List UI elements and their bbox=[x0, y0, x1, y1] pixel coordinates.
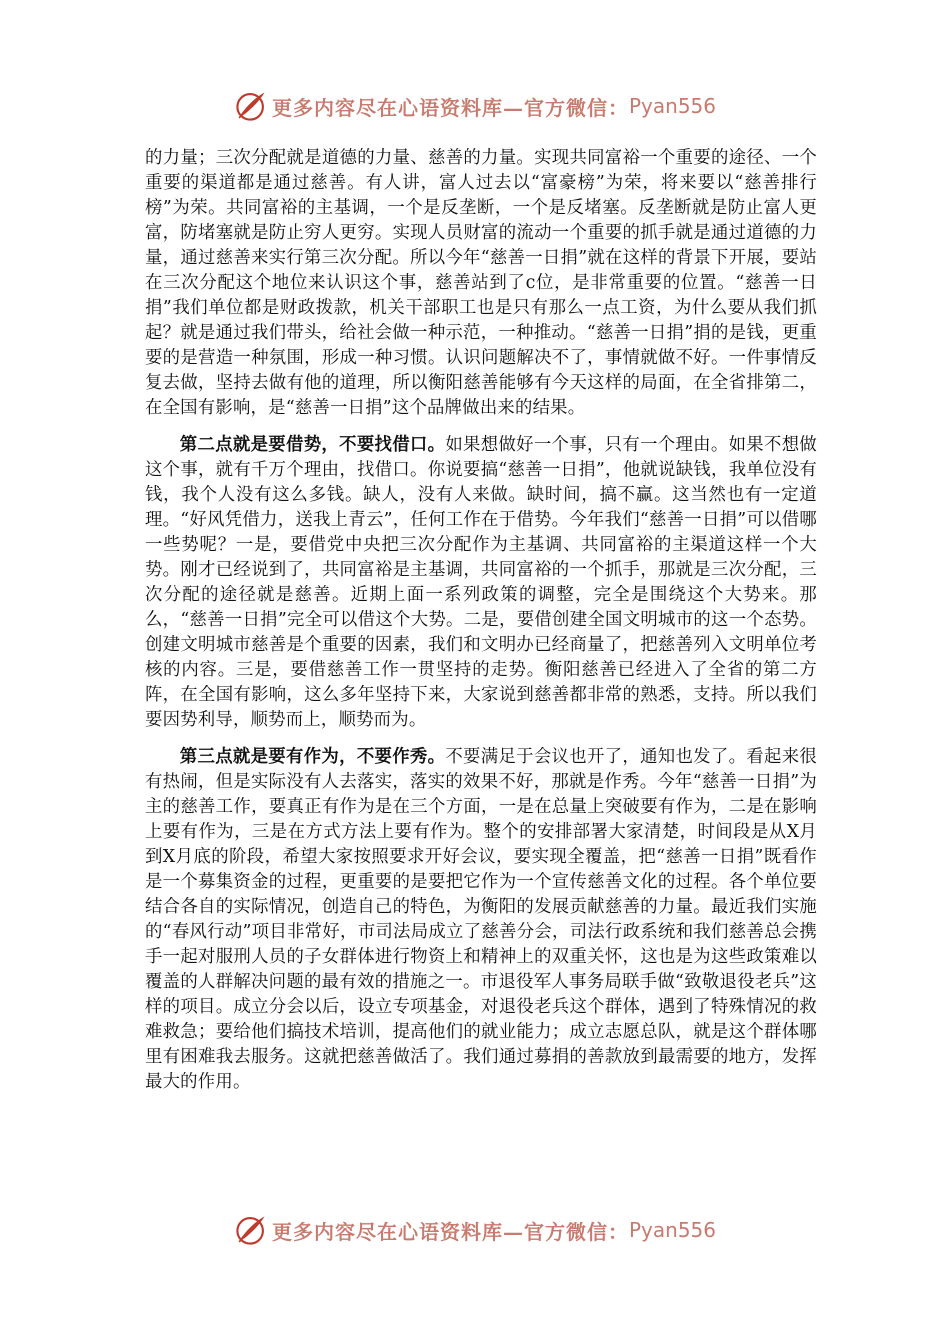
header-banner-text: 更多内容尽在心语资料库—官方微信： bbox=[271, 95, 629, 120]
paragraph-1: 的力量；三次分配就是道德的力量、慈善的力量。实现共同富裕一个重要的途径、一个重要的渠道都是通过慈善。有人讲，富人过去以“富豪榜”为荣，将来要以“慈善排行榜”为荣。共同富裕的主基调，一个是反垄断，一个是反堵塞。反垄断就是防止富人更富，防堵塞就是防止穷人更穷。实现人员财富的流动一个重要的抓手就是通过道德的力量，通过慈善来实行第三次分配。所以今年“慈善一日捐”就在这样的背景下开展，要站在三次分配这个地位来认识这个事，慈善站到了c位，是非常重要的位置。“慈善一日捐”我们单位都是财政拨款，机关干部职工也是只有那么一点工资，为什么要从我们抓起？就是通过我们带头，给社会做一种示范，一种推动。“慈善一日捐”捐的是钱，更重要的是营造一种氛围，形成一种习惯。认识问题解决不了，事情就做不好。一件事情反复去做，坚持去做有他的道理，所以衡阳慈善能够有今天这样的局面，在全省排第二，在全国有影响，是“慈善一日捐”这个品牌做出来的结果。 bbox=[145, 148, 817, 418]
paragraph-3-text: 不要满足于会议也开了，通知也发了。看起来很有热闹，但是实际没有人去落实，落实的效果不好，那就是作秀。今年“慈善一日捐”为主的慈善工作，要真正有作为是在三个方面，一是在总量上突破要有作为，二是在影响上要有作为，三是在方式方法上要有作为。整个的安排部署大家清楚，时间段是从X月到X月底的阶段，希望大家按照要求开好会议，要实现全覆盖，把“慈善一日捐”既看作是一个募集资金的过程，更重要的是要把它作为一个宣传慈善文化的过程。各个单位要结合各自的实际情况，创造自己的特色，为衡阳的发展贡献慈善的力量。最近我们实施的“春风行动”项目非常好，市司法局成立了慈善分会，司法行政系统和我们慈善总会携手一起对服刑人员的子女群体进行物资上和精神上的双重关怀，这也是为这些政策难以覆盖的人群解决问题的最有效的措施之一。市退役军人事务局联手做“致敬退役老兵”这样的项目。成立分会以后，设立专项基金，对退役老兵这个群体，遇到了特殊情况的救难救急；要给他们搞技术培训，提高他们的就业能力；成立志愿总队，就是这个群体哪里有困难我去服务。这就把慈善做活了。我们通过募捐的善款放到最需要的地方，发挥最大的作用。 bbox=[145, 747, 817, 1092]
quill-logo-icon bbox=[234, 89, 268, 123]
paragraph-2 bbox=[145, 433, 817, 733]
document-body bbox=[145, 146, 817, 1107]
paragraph-2-lead: 第二点就是要借势，不要找借口。 bbox=[179, 435, 446, 455]
footer-wechat-id: Pyan556 bbox=[628, 1218, 716, 1242]
paragraph-3-lead: 第三点就是要有作为，不要作秀。 bbox=[179, 747, 446, 767]
footer-banner bbox=[0, 1210, 950, 1250]
header-banner bbox=[0, 86, 950, 126]
quill-logo-icon bbox=[234, 1213, 268, 1247]
paragraph-2-text: 如果想做好一个事，只有一个理由。如果不想做这个事，就有千万个理由，找借口。你说要搞“慈善一日捐”，他就说缺钱，我单位没有钱，我个人没有这么多钱。缺人，没有人来做。缺时间，搞不赢。这当然也有一定道理。“好风凭借力，送我上青云”，任何工作在于借势。今年我们“慈善一日捐”可以借哪一些势呢？一是，要借党中央把三次分配作为主基调、共同富裕的主渠道这样一个大势。刚才已经说到了，共同富裕是主基调，共同富裕的一个抓手，那就是三次分配，三次分配的途径就是慈善。近期上面一系列政策的调整，完全是围绕这个大势来。那么，“慈善一日捐”完全可以借这个大势。二是，要借创建全国文明城市的这一个态势。创建文明城市慈善是个重要的因素，我们和文明办已经商量了，把慈善列入文明单位考核的内容。三是，要借慈善工作一贯坚持的走势。衡阳慈善已经进入了全省的第二方阵，在全国有影响，这么多年坚持下来，大家说到慈善都非常的熟悉，支持。所以我们要因势利导，顺势而上，顺势而为。 bbox=[145, 435, 817, 730]
header-wechat-id: Pyan556 bbox=[628, 94, 716, 118]
paragraph-3 bbox=[145, 745, 817, 1095]
footer-banner-text: 更多内容尽在心语资料库—官方微信： bbox=[271, 1219, 629, 1244]
